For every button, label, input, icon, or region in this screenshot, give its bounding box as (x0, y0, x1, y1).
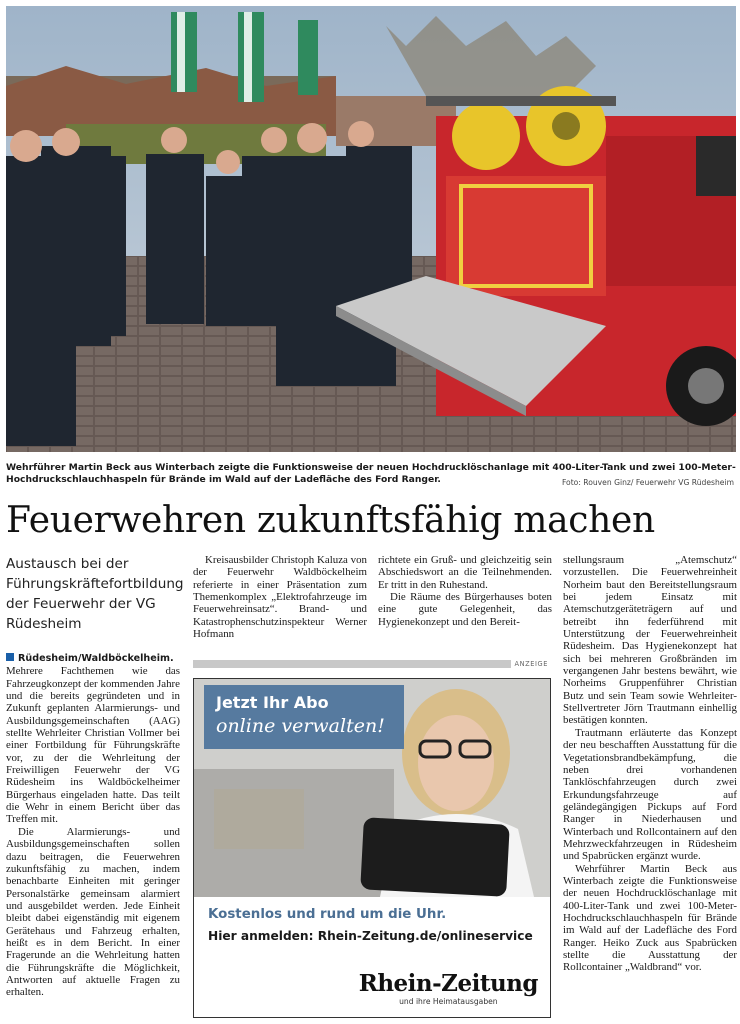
ad-label-bar (193, 660, 551, 668)
article-photo (6, 6, 736, 452)
subheadline: Austausch bei der Führungskräftefortbildung der Feuerwehr der VG Rüdesheim (6, 556, 184, 632)
ad-image (194, 679, 550, 897)
paragraph: richtete ein Gruß- und gleichzeitig sein Abschiedswort an die Teilnehmenden. Er tritt in den Ruhestand. (378, 554, 552, 591)
paragraph (6, 652, 180, 826)
photo-caption: Wehrführer Martin Beck aus Winterbach zeigte die Funktionsweise der neuen Hochdrucklöschanlage mit 400-Liter-Tank und zwei 100-Meter-Hochdruckschlauchhaspeln für Brände im Wald auf der Ladefläche des Ford Ranger. (6, 462, 736, 485)
paragraph: Die Räume des Bürgerhauses boten eine gute Gelegenheit, das Hygienekonzept und den Bereit- (378, 591, 552, 628)
photo-credit: Foto: Rouven Ginz/ Feuerwehr VG Rüdesheim (561, 478, 734, 487)
article-column-2 (193, 554, 367, 640)
advertisement[interactable] (193, 678, 551, 1018)
rhein-zeitung-logo (359, 971, 538, 1006)
paragraph: Wehrführer Martin Beck aus Winterbach zeigte die Funktionsweise der neuen Hochdrucklöschanlage mit 400-Liter-Tank und zwei 100-Meter-Hochdruckschlauchhaspeln für Brände im Wald auf der Ladefläche des Ford Ranger. Heiko Zuck aus Spabrücken stellte die Ausstattung der Rollcontainer „Waldbrand“ vor. (563, 862, 737, 974)
paragraph: Trautmann erläuterte das Konzept der neu beschafften Ausstattung für die Vegetationsbrandbekämpfung, die neben drei vorhandenen Tanklöschfahrzeugen durch zwei Erkundungsfahrzeuge auf geländegängigen Pickups auf Ford Ranger in Niederhausen und Winterbach und Rollcontainern auf den Mehrzweckfahrzeugen in Rüdesheim und Spabrücken ergänzt wurde. (563, 726, 737, 863)
paragraph: Die Alarmierungs- und Ausbildungsgemeinschaften sollen dazu beitragen, die Feuerwehren zukunftsfähig zu machen, indem benachbarte Einheiten mit geringer Personalstärke gemeinsam alarmiert und ausgebildet werden. Jede Einheit bleibt dabei eigenständig mit eigenem Gerätehaus und Fahrzeug erhalten, heißt es in dem Bericht. In einer Fragerunde an die Wehrleitung hatten die Führungskräfte die Möglichkeit, Antworten auf aktuelle Fragen zu erhalten. (6, 825, 180, 999)
article-column-1 (6, 652, 180, 999)
ad-tag-line-2: online verwalten! (216, 715, 385, 737)
paragraph: Kreisausbilder Christoph Kaluza von der Feuerwehr Waldböckelheim referierte in einer Präsentation zum Themenkomplex „Elektrofahrzeuge im Feuerwehreinsatz“. Brand- und Katastrophenschutzinspekteur Werner Hofmann (193, 554, 367, 641)
logo-name: Rhein-Zeitung (358, 970, 538, 997)
article-column-3 (378, 554, 552, 628)
article-column-4 (563, 554, 737, 974)
ad-label: ANZEIGE (511, 659, 551, 669)
ad-tag-box (204, 685, 404, 749)
paragraph-text: Mehrere Fachthemen wie das Fahrzeugkonzept der kommenden Jahre und die bereits gegründeten und in Zukunft geplanten Alarmierungs- und Ausbildungsgemeinschaften (AAG) stellte Wehrleiter Christian Vollmer bei einer Fortbildung für Führungskräfte vor, zu der die Wehrleitung der Freiwilligen Feuerwehr der VG Rüdesheim ins Waldböckelheimer Bürgerhaus eingeladen hatte. Das teilt die Wehr in einem Bericht über das Treffen mit. (6, 665, 180, 826)
ad-signup-link[interactable]: Hier anmelden: Rhein-Zeitung.de/onlineservice (208, 929, 533, 943)
dateline: Rüdesheim/Waldböckelheim. (6, 653, 174, 664)
headline: Feuerwehren zukunftsfähig machen (6, 500, 655, 541)
logo-subtitle: und ihre Heimatausgaben (399, 997, 498, 1006)
ad-tag-line-1: Jetzt Ihr Abo (216, 693, 329, 712)
paragraph: stellungsraum „Atemschutz“ vorzustellen. Die Feuerwehreinheit Norheim baut den Bereitstellungsraum bei jedem Einsatz mit Atemschutzgeräteträgern auf und betreibt ihn federführend mit Unterstützung der Feuerwehreinheit Rüdesheim. Das Hygienekonzept hat sich bei mehreren Großbränden im vergangenen Jahr bestens bewährt, wie Norheims Gruppenführer Christian Butz und sein Team sowie Wehrleiter-Stellvertreter Jörn Trautmann einhellig bestätigen konnten. (563, 554, 737, 727)
ad-slogan: Kostenlos und rund um die Uhr. (208, 907, 447, 922)
bullet-square-icon (6, 653, 14, 661)
